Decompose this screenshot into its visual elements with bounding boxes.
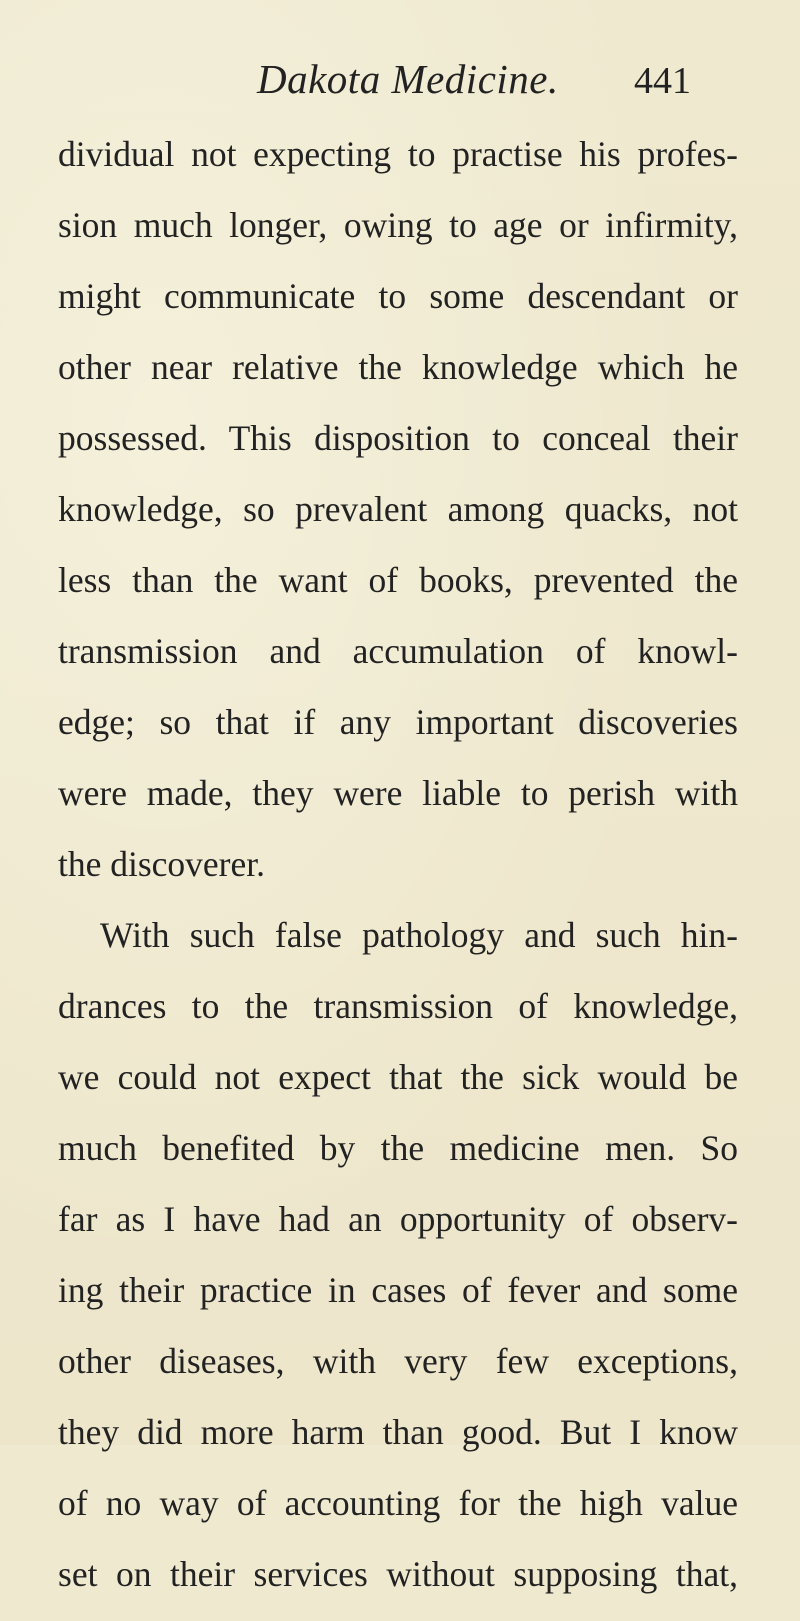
text-line: dividual not expecting to practise his profes- xyxy=(58,134,738,174)
page-header xyxy=(0,55,800,115)
text-line: transmission and accumulation of knowl- xyxy=(58,631,738,671)
text-line: With such false pathology and such hin- xyxy=(100,915,738,955)
text-line: much benefited by the medicine men. So xyxy=(58,1128,738,1168)
text-line: drances to the transmission of knowledge, xyxy=(58,986,738,1026)
running-head: Dakota Medicine. xyxy=(257,56,559,102)
text-line: might communicate to some descendant or xyxy=(58,276,738,316)
text-line: other near relative the knowledge which he xyxy=(58,347,738,387)
text-line: knowledge, so prevalent among quacks, not xyxy=(58,489,738,529)
text-line: set on their services without supposing that, xyxy=(58,1554,738,1594)
text-line: we could not expect that the sick would be xyxy=(58,1057,738,1097)
text-line: far as I have had an opportunity of observ- xyxy=(58,1199,738,1239)
text-line: possessed. This disposition to conceal their xyxy=(58,418,738,458)
text-line: the discoverer. xyxy=(58,844,266,884)
text-line: they did more harm than good. But I know xyxy=(58,1412,738,1452)
text-line: were made, they were liable to perish with xyxy=(58,773,738,813)
text-line: other diseases, with very few exceptions, xyxy=(58,1341,738,1381)
page-number: 441 xyxy=(634,60,691,102)
text-line: of no way of accounting for the high value xyxy=(58,1483,738,1523)
text-line: sion much longer, owing to age or infirmity, xyxy=(58,205,738,245)
body-text xyxy=(58,130,738,1621)
text-line: less than the want of books, prevented the xyxy=(58,560,738,600)
text-line: edge; so that if any important discoveries xyxy=(58,702,738,742)
text-line: ing their practice in cases of fever and some xyxy=(58,1270,738,1310)
